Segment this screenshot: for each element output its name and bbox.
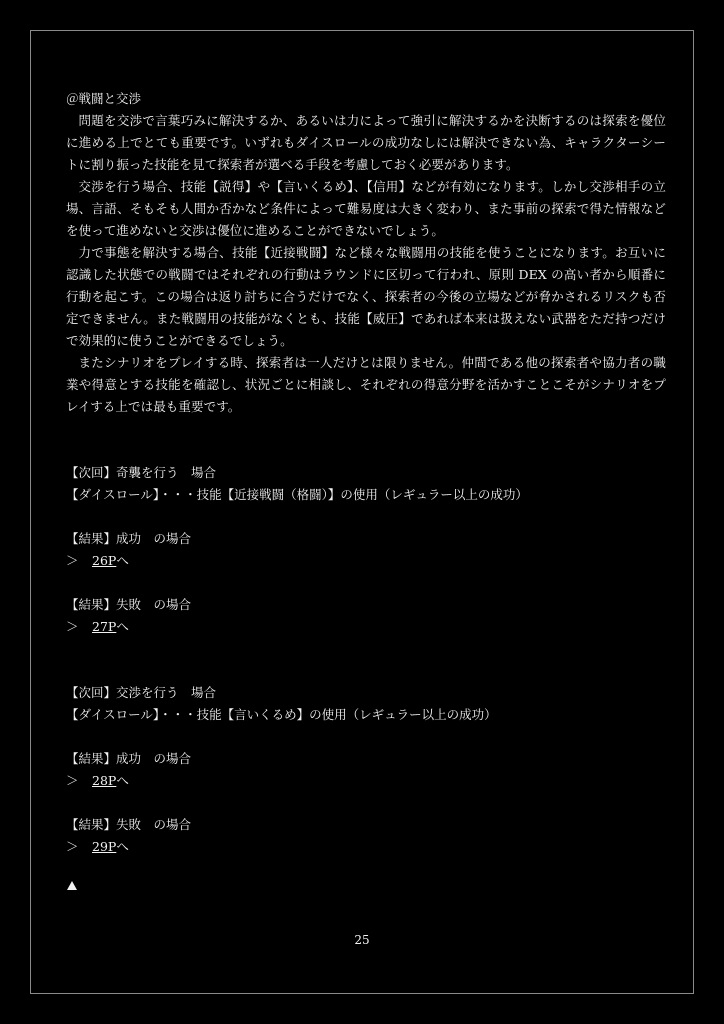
dice-roll-check: 【ダイスロール】・・・技能【言いくるめ】の使用（レギュラー以上の成功） (66, 707, 497, 722)
outcome-link-row (66, 550, 666, 572)
outcome-link-row (66, 616, 666, 638)
page-link-27[interactable]: 27P (92, 619, 117, 634)
arrow-marker: ＞ (66, 553, 79, 568)
link-suffix: へ (116, 839, 129, 854)
page-content (66, 88, 666, 858)
up-triangle-icon (67, 881, 77, 890)
choice-title: 【次回】奇襲を行う 場合 (66, 465, 217, 480)
dice-roll-check: 【ダイスロール】・・・技能【近接戦闘（格闘）】の使用（レギュラー以上の成功） (66, 487, 528, 502)
arrow-marker: ＞ (66, 839, 79, 854)
page-number: 25 (354, 933, 370, 947)
choice-block-1 (66, 462, 666, 638)
page-link-26[interactable]: 26P (92, 553, 117, 568)
choice-title: 【次回】交渉を行う 場合 (66, 685, 217, 700)
page-link-28[interactable]: 28P (92, 773, 117, 788)
outcome-label: 【結果】成功 の場合 (66, 531, 192, 546)
outcome-label: 【結果】失敗 の場合 (66, 597, 192, 612)
link-suffix: へ (116, 553, 129, 568)
page-link-29[interactable]: 29P (92, 839, 117, 854)
paragraph-4: またシナリオをプレイする時、探索者は一人だけとは限りません。仲間である他の探索者や協力者の職業や得意とする技能を確認し、状況ごとに相談し、それぞれの得意分野を活かすことこそがシナリオをプレイする上では最も重要です。 (66, 355, 666, 414)
paragraph-3: 力で事態を解決する場合、技能【近接戦闘】など様々な戦闘用の技能を使うことになります。お互いに認識した状態での戦闘ではそれぞれの行動はラウンドに区切って行われ、原則 DEX の高い者から順番に行動を起こす。この場合は返り討ちに合うだけでなく、探索者の今後の立場などが脅かされるリスクも否定できません。また戦闘用の技能がなくとも、技能【威圧】であれば本来は扱えない武器をただ持つだけで効果的に使うことができるでしょう。 (66, 245, 666, 348)
section-heading: ＠戦闘と交渉 (66, 91, 142, 106)
paragraph-2: 交渉を行う場合、技能【説得】や【言いくるめ】、【信用】などが有効になります。しかし交渉相手の立場、言語、そもそも人間か否かなど条件によって難易度は大きく変わり、また事前の探索で得た情報などを使って進めないと交渉は優位に進めることができないでしょう。 (66, 179, 666, 238)
link-suffix: へ (116, 773, 129, 788)
arrow-marker: ＞ (66, 619, 79, 634)
outcome-link-row (66, 770, 666, 792)
link-suffix: へ (116, 619, 129, 634)
arrow-marker: ＞ (66, 773, 79, 788)
outcome-link-row (66, 836, 666, 858)
outcome-label: 【結果】成功 の場合 (66, 751, 192, 766)
paragraph-1: 問題を交渉で言葉巧みに解決するか、あるいは力によって強引に解決するかを決断するのは探索を優位に進める上でとても重要です。いずれもダイスロールの成功なしには解決できない為、キャラクターシートに割り振った技能を見て探索者が選べる手段を考慮しておく必要があります。 (66, 113, 666, 172)
outcome-label: 【結果】失敗 の場合 (66, 817, 192, 832)
choice-block-2 (66, 682, 666, 858)
